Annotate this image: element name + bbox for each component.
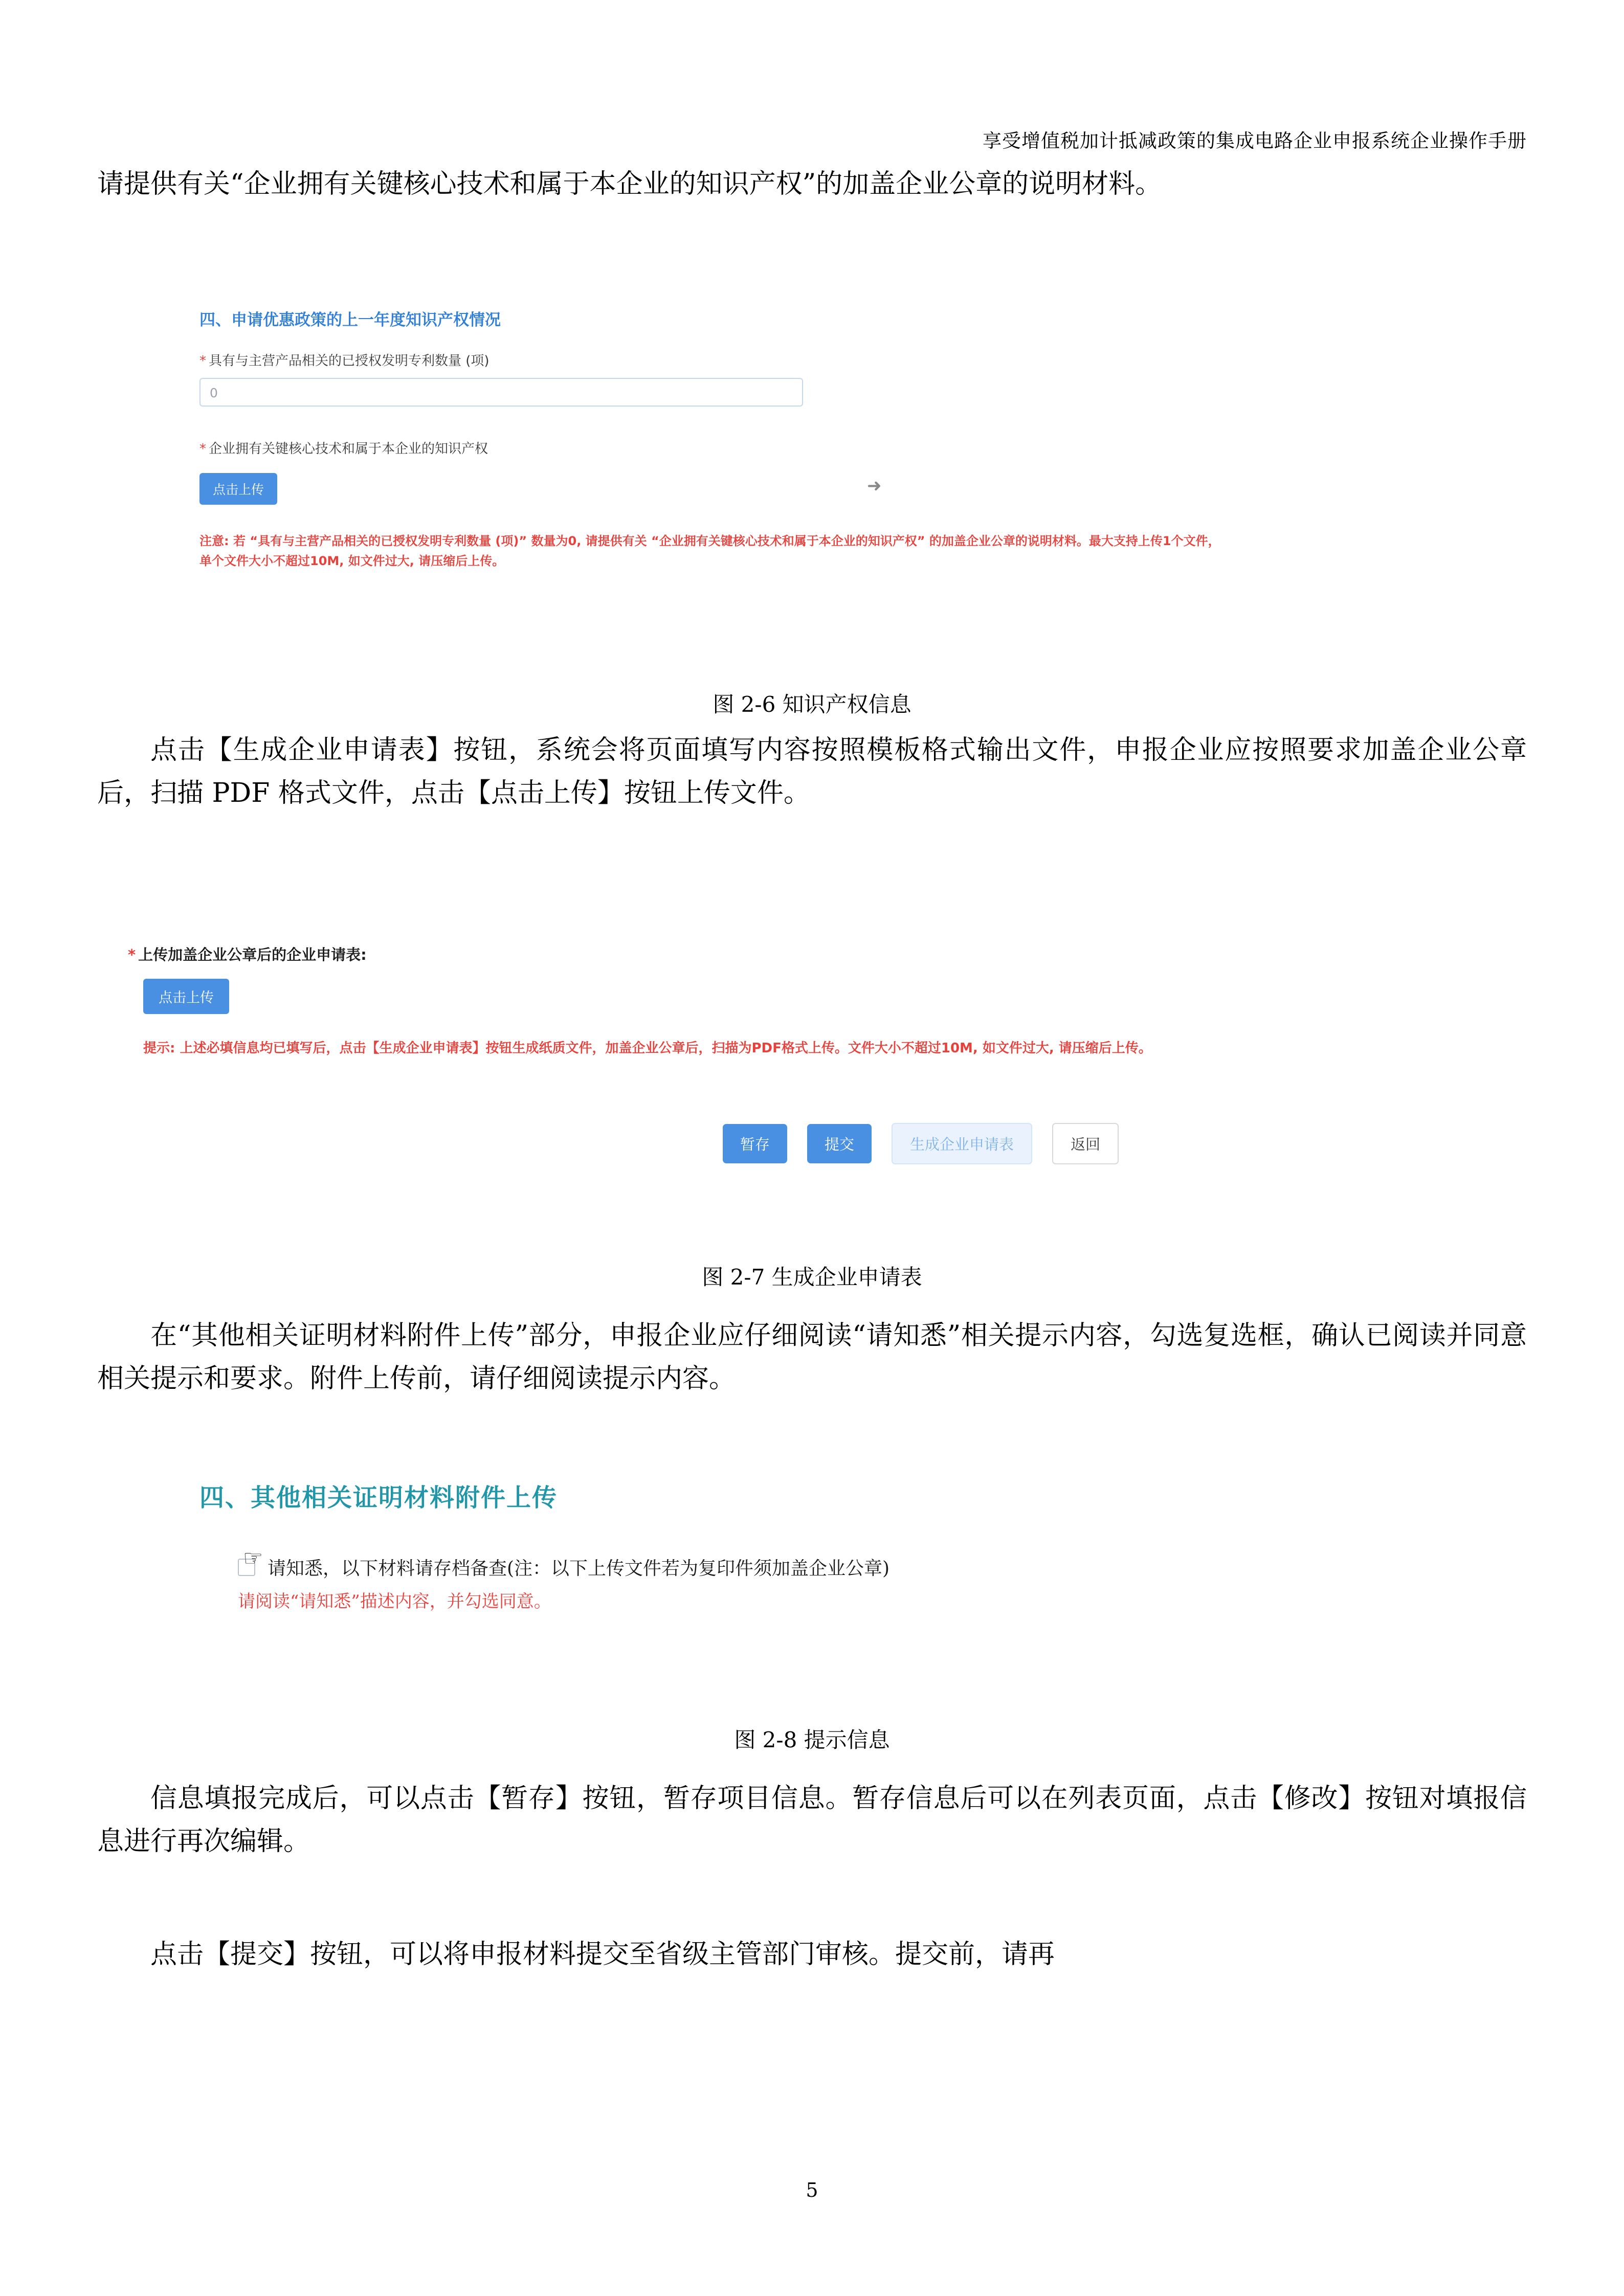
required-asterisk-icon: *: [199, 353, 206, 369]
upload-button-ip[interactable]: 点击上传: [199, 473, 277, 505]
figure-notice-info: [199, 1478, 1478, 1612]
ip-note-line1: 注意: 若 “具有与主营产品相关的已授权发明专利数量 (项)” 数量为0, 请提供有关 “企业拥有关键核心技术和属于本企业的知识产权” 的加盖企业公章的说明材料。最大支持上传1个文件，: [199, 534, 1220, 548]
acknowledge-checkbox-row[interactable]: [238, 1554, 1478, 1580]
ip-note: [199, 531, 1427, 571]
save-draft-button[interactable]: 暂存: [723, 1124, 787, 1163]
running-header: 享受增值税加计抵减政策的集成电路企业申报系统企业操作手册: [983, 130, 1527, 152]
section-title-attachments: 四、其他相关证明材料附件上传: [199, 1483, 558, 1512]
paragraph-2: 点击【生成企业申请表】按钮，系统会将页面填写内容按照模板格式输出文件，申报企业应按照要求加盖企业公章后，扫描 PDF 格式文件，点击【点击上传】按钮上传文件。: [97, 735, 1527, 809]
generate-application-form-button[interactable]: 生成企业申请表: [892, 1123, 1032, 1164]
paragraph-1: 请提供有关“企业拥有关键核心技术和属于本企业的知识产权”的加盖企业公章的说明材料。: [97, 169, 1162, 199]
figure-caption-2-6: 图 2-6 知识产权信息: [713, 692, 911, 717]
upload-sealed-form-label: [128, 943, 1499, 964]
paragraph-3: 在“其他相关证明材料附件上传”部分，申报企业应仔细阅读“请知悉”相关提示内容，勾选复选框，确认已阅读并同意相关提示和要求。附件上传前，请仔细阅读提示内容。: [97, 1320, 1527, 1394]
form-action-buttons: [128, 1123, 1499, 1164]
patent-count-input[interactable]: 0: [199, 378, 803, 407]
ip-note-line2: 单个文件大小不超过10M, 如文件过大, 请压缩后上传。: [199, 553, 505, 568]
figure-knowledge-property: 四、申请优惠政策的上一年度知识产权情况 * 具有与主营产品相关的已授权发明专利数量 (项) 0 * 企业拥有关键核心技术和属于本企业的知识产权 点击上传 注意: 若 “具有与主营产品相关的已授权发明专利数量 (项)” 数量为0, 请提供有关 “企业拥有关键核心技术和属于本企业的知识产权” 的加盖企业公章的说明材料。最大支持上传1个文件， 单个文件大小不超过10M, 如文件过大, 请压缩后上传。 ➜: [199, 307, 1427, 571]
paragraph-5: 点击【提交】按钮，可以将申报材料提交至省级主管部门审核。提交前，请再: [150, 1939, 1055, 1970]
acknowledge-warning: 请阅读“请知悉”描述内容，并勾选同意。: [238, 1591, 551, 1612]
submit-button[interactable]: 提交: [807, 1124, 872, 1163]
upload-button-form[interactable]: 点击上传: [143, 979, 229, 1014]
back-button[interactable]: 返回: [1052, 1123, 1119, 1164]
page-number: 5: [806, 2179, 818, 2201]
figure-caption-2-8: 图 2-8 提示信息: [734, 1727, 890, 1752]
core-tech-label-text: 企业拥有关键核心技术和属于本企业的知识产权: [209, 441, 488, 457]
section-title-ip: 四、申请优惠政策的上一年度知识产权情况: [199, 311, 501, 329]
hand-cursor-icon: ☞: [243, 1545, 263, 1571]
required-asterisk-icon: *: [199, 441, 206, 457]
required-asterisk-icon: *: [128, 946, 136, 963]
core-tech-label: [199, 438, 1427, 457]
patent-count-label-text: 具有与主营产品相关的已授权发明专利数量 (项): [209, 353, 490, 369]
upload-sealed-form-label-text: 上传加盖企业公章后的企业申请表:: [138, 946, 367, 963]
acknowledge-checkbox-label: 请知悉，以下材料请存档备查(注：以下上传文件若为复印件须加盖企业公章): [268, 1558, 890, 1579]
form-tip: 提示: 上述必填信息均已填写后，点击【生成企业申请表】按钮生成纸质文件，加盖企业公章后，扫描为PDF格式上传。文件大小不超过10M, 如文件过大, 请压缩后上传。: [143, 1041, 1152, 1056]
figure-generate-application-form: [128, 943, 1499, 1164]
paragraph-4: 信息填报完成后，可以点击【暂存】按钮，暂存项目信息。暂存信息后可以在列表页面，点击【修改】按钮对填报信息进行再次编辑。: [97, 1783, 1527, 1857]
patent-count-label: [199, 350, 1427, 369]
figure-caption-2-7: 图 2-7 生成企业申请表: [702, 1265, 922, 1290]
